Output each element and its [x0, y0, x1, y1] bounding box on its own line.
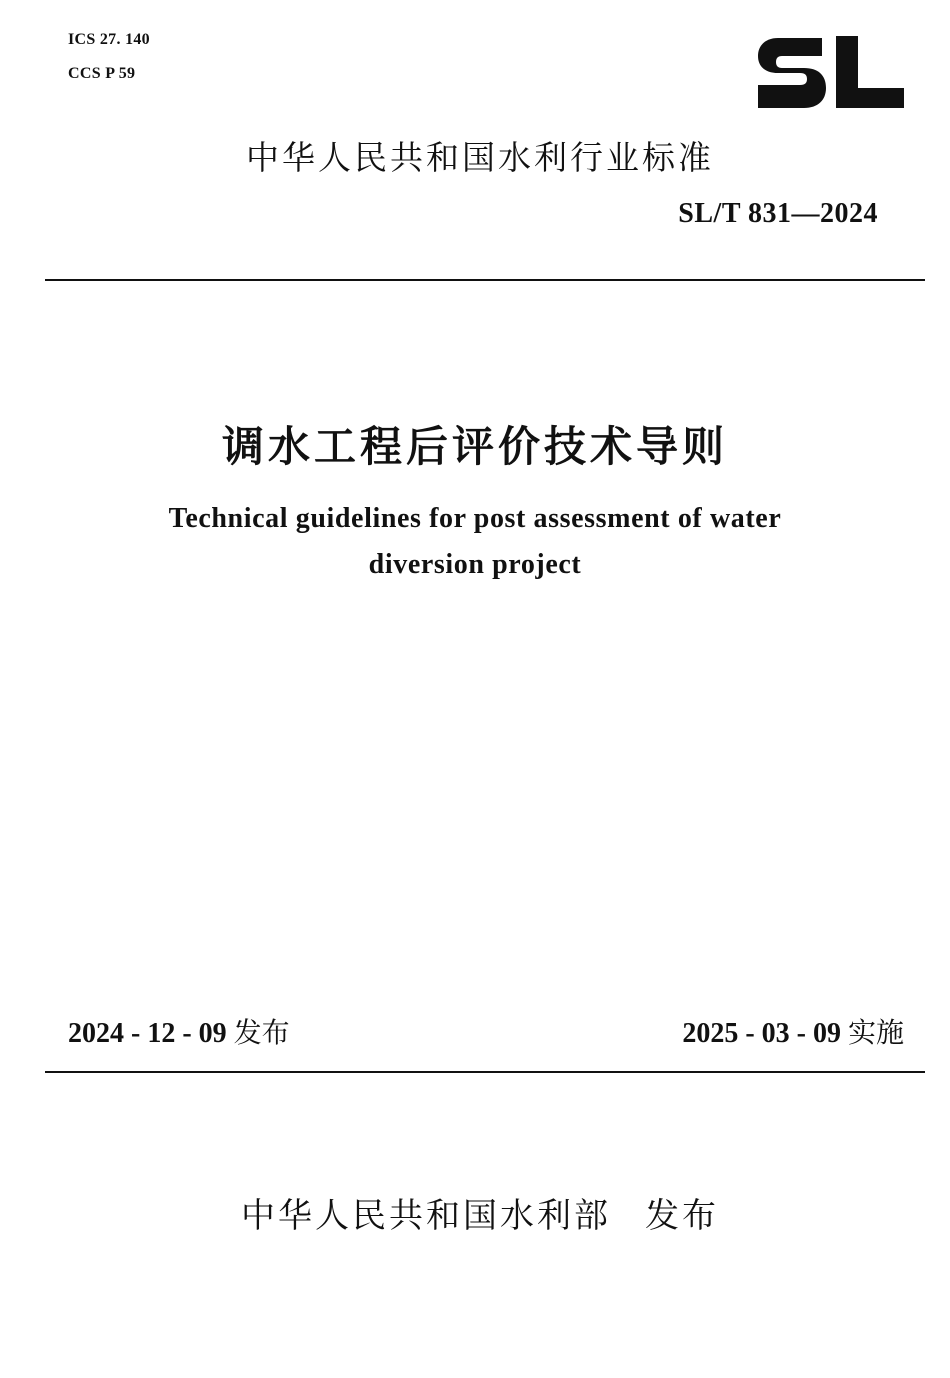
ccs-code: CCS P 59: [68, 65, 136, 82]
publisher-line: [0, 1188, 950, 1237]
bottom-divider: [45, 1071, 925, 1073]
sl-logo: [756, 32, 906, 112]
implementation-label: 实施: [847, 1016, 904, 1049]
title-english-line-2: diversion project: [368, 549, 582, 580]
implementation-date: 2025 - 03 - 09: [682, 1018, 841, 1049]
publish-label: 发布: [645, 1196, 719, 1236]
title-chinese: 调水工程后评价技术导则: [221, 422, 728, 471]
title-english: [0, 496, 950, 588]
implementation-date-line: [682, 1011, 904, 1051]
issue-date-line: [68, 1011, 290, 1051]
standard-number: SL/T 831—2024: [678, 198, 878, 229]
top-divider: [45, 279, 925, 281]
ics-code: ICS 27. 140: [68, 31, 150, 48]
industry-standard-heading: 中华人民共和国水利行业标准: [246, 138, 714, 177]
title-english-line-1: Technical guidelines for post assessment of water: [168, 503, 782, 534]
issue-label: 发布: [233, 1016, 290, 1049]
publisher-name: 中华人民共和国水利部: [241, 1196, 611, 1236]
sl-logo-letter-l: [836, 36, 904, 108]
sl-logo-letter-s: [758, 38, 826, 108]
issue-date: 2024 - 12 - 09: [68, 1018, 227, 1049]
